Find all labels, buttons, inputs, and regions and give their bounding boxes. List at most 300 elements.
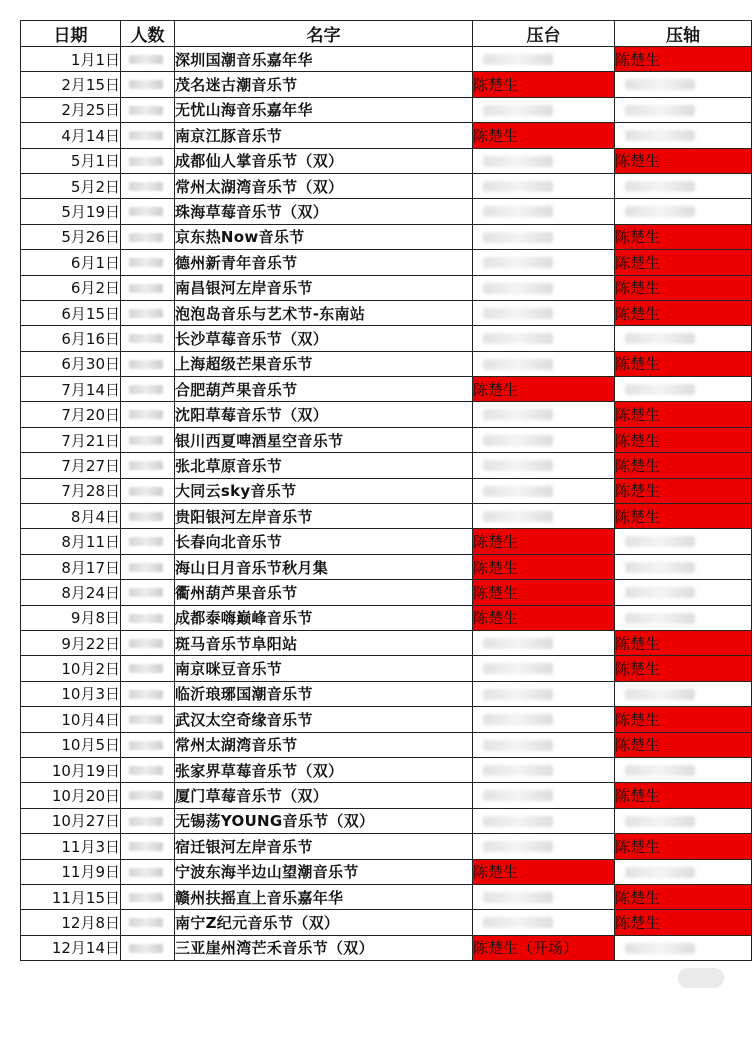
row-closing-slot xyxy=(615,402,752,427)
row-closing-slot xyxy=(615,377,752,402)
row-date: 1月1日 xyxy=(21,47,121,72)
row-festival-name: 常州太湖湾音乐节 xyxy=(175,732,473,757)
artist-label: 陈楚生（开场） xyxy=(473,939,579,958)
header-opening-slot: 压台 xyxy=(473,21,615,47)
redaction-blur xyxy=(129,512,163,521)
row-opening-slot xyxy=(473,656,615,681)
row-opening-slot xyxy=(473,529,615,554)
redaction-blur xyxy=(625,613,695,624)
redaction-blur xyxy=(129,385,163,394)
row-festival-name: 衢州葫芦果音乐节 xyxy=(175,580,473,605)
row-closing-slot xyxy=(615,732,752,757)
row-festival-name: 张北草原音乐节 xyxy=(175,453,473,478)
table-row xyxy=(21,326,752,351)
row-opening-slot xyxy=(473,453,615,478)
row-closing-slot xyxy=(615,910,752,935)
row-date: 10月2日 xyxy=(21,656,121,681)
artist-label: 陈楚生 xyxy=(615,660,661,679)
redaction-blur xyxy=(625,536,695,547)
redaction-blur xyxy=(129,868,163,877)
row-opening-slot xyxy=(473,808,615,833)
row-opening-slot xyxy=(473,630,615,655)
artist-label: 陈楚生 xyxy=(473,380,519,399)
redaction-blur xyxy=(129,80,163,89)
redaction-blur xyxy=(483,486,553,497)
redaction-blur xyxy=(483,333,553,344)
redaction-blur xyxy=(483,740,553,751)
row-count-redacted xyxy=(121,148,175,173)
table-row xyxy=(21,377,752,402)
table-body xyxy=(21,47,752,961)
row-opening-slot xyxy=(473,123,615,148)
row-date: 9月8日 xyxy=(21,605,121,630)
row-closing-slot xyxy=(615,72,752,97)
row-closing-slot xyxy=(615,300,752,325)
header-closing-slot: 压轴 xyxy=(615,21,752,47)
row-count-redacted xyxy=(121,123,175,148)
redaction-blur xyxy=(625,562,695,573)
table-row xyxy=(21,529,752,554)
row-closing-slot xyxy=(615,173,752,198)
redaction-blur xyxy=(129,588,163,597)
row-closing-slot xyxy=(615,97,752,122)
row-closing-slot xyxy=(615,834,752,859)
redaction-blur xyxy=(625,867,695,878)
redaction-blur xyxy=(625,130,695,141)
row-count-redacted xyxy=(121,732,175,757)
redaction-blur xyxy=(483,54,553,65)
row-closing-slot xyxy=(615,884,752,909)
artist-label: 陈楚生 xyxy=(615,913,661,932)
table-row xyxy=(21,250,752,275)
row-festival-name: 武汉太空奇缘音乐节 xyxy=(175,707,473,732)
row-closing-slot xyxy=(615,351,752,376)
redaction-blur xyxy=(129,410,163,419)
row-opening-slot xyxy=(473,580,615,605)
row-opening-slot xyxy=(473,377,615,402)
row-opening-slot xyxy=(473,478,615,503)
artist-label: 陈楚生 xyxy=(615,888,661,907)
row-opening-slot xyxy=(473,732,615,757)
row-count-redacted xyxy=(121,707,175,732)
row-opening-slot xyxy=(473,935,615,960)
row-festival-name: 厦门草莓音乐节（双） xyxy=(175,783,473,808)
artist-label: 陈楚生 xyxy=(473,126,519,145)
artist-label: 陈楚生 xyxy=(473,583,519,602)
row-date: 6月30日 xyxy=(21,351,121,376)
redaction-blur xyxy=(483,257,553,268)
redaction-blur xyxy=(129,766,163,775)
row-opening-slot xyxy=(473,605,615,630)
row-count-redacted xyxy=(121,757,175,782)
row-festival-name: 海山日月音乐节秋月集 xyxy=(175,554,473,579)
row-festival-name: 无锡荡YOUNG音乐节（双） xyxy=(175,808,473,833)
redaction-blur xyxy=(483,409,553,420)
row-closing-slot xyxy=(615,656,752,681)
row-date: 7月14日 xyxy=(21,377,121,402)
row-opening-slot xyxy=(473,47,615,72)
row-count-redacted xyxy=(121,224,175,249)
header-date: 日期 xyxy=(21,21,121,47)
table-row xyxy=(21,123,752,148)
row-count-redacted xyxy=(121,859,175,884)
row-opening-slot xyxy=(473,224,615,249)
row-festival-name: 茂名迷古潮音乐节 xyxy=(175,72,473,97)
row-festival-name: 宁波东海半边山望潮音乐节 xyxy=(175,859,473,884)
redaction-blur xyxy=(129,791,163,800)
redaction-blur xyxy=(129,55,163,64)
redaction-blur xyxy=(483,283,553,294)
header-count: 人数 xyxy=(121,21,175,47)
row-date: 6月15日 xyxy=(21,300,121,325)
row-date: 7月20日 xyxy=(21,402,121,427)
row-opening-slot xyxy=(473,351,615,376)
row-festival-name: 合肥葫芦果音乐节 xyxy=(175,377,473,402)
redaction-blur xyxy=(129,944,163,953)
row-date: 5月26日 xyxy=(21,224,121,249)
table-row xyxy=(21,478,752,503)
redaction-blur xyxy=(625,384,695,395)
row-festival-name: 德州新青年音乐节 xyxy=(175,250,473,275)
artist-label: 陈楚生 xyxy=(615,507,661,526)
row-closing-slot xyxy=(615,783,752,808)
redaction-blur xyxy=(625,333,695,344)
redaction-blur xyxy=(483,156,553,167)
row-count-redacted xyxy=(121,47,175,72)
row-count-redacted xyxy=(121,504,175,529)
table-row xyxy=(21,148,752,173)
row-closing-slot xyxy=(615,681,752,706)
row-count-redacted xyxy=(121,427,175,452)
redaction-blur xyxy=(483,511,553,522)
row-date: 7月21日 xyxy=(21,427,121,452)
redaction-blur xyxy=(129,842,163,851)
row-opening-slot xyxy=(473,148,615,173)
redaction-blur xyxy=(625,765,695,776)
redaction-blur xyxy=(129,182,163,191)
redaction-blur xyxy=(129,461,163,470)
row-opening-slot xyxy=(473,681,615,706)
row-date: 2月15日 xyxy=(21,72,121,97)
row-opening-slot xyxy=(473,173,615,198)
artist-label: 陈楚生 xyxy=(473,76,519,95)
redaction-blur xyxy=(483,714,553,725)
row-closing-slot xyxy=(615,504,752,529)
row-festival-name: 南京咪豆音乐节 xyxy=(175,656,473,681)
row-count-redacted xyxy=(121,478,175,503)
table-row xyxy=(21,681,752,706)
row-count-redacted xyxy=(121,580,175,605)
row-date: 12月14日 xyxy=(21,935,121,960)
redaction-blur xyxy=(129,207,163,216)
table-row xyxy=(21,834,752,859)
artist-label: 陈楚生 xyxy=(615,736,661,755)
redaction-blur xyxy=(625,79,695,90)
row-festival-name: 贵阳银河左岸音乐节 xyxy=(175,504,473,529)
artist-label: 陈楚生 xyxy=(615,355,661,374)
row-count-redacted xyxy=(121,808,175,833)
redaction-blur xyxy=(129,436,163,445)
row-date: 9月22日 xyxy=(21,630,121,655)
row-closing-slot xyxy=(615,630,752,655)
table-row xyxy=(21,199,752,224)
row-count-redacted xyxy=(121,529,175,554)
table-row xyxy=(21,97,752,122)
row-date: 11月3日 xyxy=(21,834,121,859)
row-date: 8月24日 xyxy=(21,580,121,605)
redaction-blur xyxy=(129,893,163,902)
table-row xyxy=(21,427,752,452)
redaction-blur xyxy=(483,663,553,674)
row-closing-slot xyxy=(615,123,752,148)
row-festival-name: 深圳国潮音乐嘉年华 xyxy=(175,47,473,72)
row-count-redacted xyxy=(121,300,175,325)
row-closing-slot xyxy=(615,453,752,478)
row-opening-slot xyxy=(473,554,615,579)
row-count-redacted xyxy=(121,630,175,655)
artist-label: 陈楚生 xyxy=(615,482,661,501)
row-date: 5月2日 xyxy=(21,173,121,198)
table-row xyxy=(21,757,752,782)
row-date: 6月2日 xyxy=(21,275,121,300)
row-festival-name: 南京江豚音乐节 xyxy=(175,123,473,148)
row-opening-slot xyxy=(473,72,615,97)
table-row xyxy=(21,504,752,529)
row-count-redacted xyxy=(121,275,175,300)
row-count-redacted xyxy=(121,783,175,808)
redaction-blur xyxy=(483,816,553,827)
row-count-redacted xyxy=(121,834,175,859)
row-date: 10月3日 xyxy=(21,681,121,706)
artist-label: 陈楚生 xyxy=(473,609,519,628)
redaction-blur xyxy=(129,284,163,293)
row-festival-name: 京东热Now音乐节 xyxy=(175,224,473,249)
redaction-blur xyxy=(483,232,553,243)
artist-label: 陈楚生 xyxy=(615,253,661,272)
row-closing-slot xyxy=(615,757,752,782)
row-opening-slot xyxy=(473,884,615,909)
row-closing-slot xyxy=(615,224,752,249)
row-date: 6月1日 xyxy=(21,250,121,275)
watermark-logo xyxy=(678,968,724,988)
table-row xyxy=(21,300,752,325)
redaction-blur xyxy=(483,308,553,319)
redaction-blur xyxy=(129,106,163,115)
row-closing-slot xyxy=(615,478,752,503)
artist-label: 陈楚生 xyxy=(615,152,661,171)
row-date: 7月27日 xyxy=(21,453,121,478)
row-festival-name: 泡泡岛音乐与艺术节-东南站 xyxy=(175,300,473,325)
table-row xyxy=(21,630,752,655)
row-date: 10月20日 xyxy=(21,783,121,808)
redaction-blur xyxy=(129,563,163,572)
redaction-blur xyxy=(483,359,553,370)
row-count-redacted xyxy=(121,554,175,579)
festival-schedule-table xyxy=(20,20,752,961)
redaction-blur xyxy=(129,817,163,826)
table-row xyxy=(21,656,752,681)
redaction-blur xyxy=(483,790,553,801)
table-row xyxy=(21,224,752,249)
row-date: 7月28日 xyxy=(21,478,121,503)
row-count-redacted xyxy=(121,250,175,275)
redaction-blur xyxy=(483,105,553,116)
row-festival-name: 斑马音乐节阜阳站 xyxy=(175,630,473,655)
redaction-blur xyxy=(129,614,163,623)
row-festival-name: 临沂琅琊国潮音乐节 xyxy=(175,681,473,706)
row-date: 11月15日 xyxy=(21,884,121,909)
table-row xyxy=(21,783,752,808)
redaction-blur xyxy=(483,892,553,903)
row-opening-slot xyxy=(473,834,615,859)
row-date: 6月16日 xyxy=(21,326,121,351)
redaction-blur xyxy=(483,206,553,217)
redaction-blur xyxy=(625,206,695,217)
row-opening-slot xyxy=(473,504,615,529)
redaction-blur xyxy=(625,943,695,954)
row-date: 4月14日 xyxy=(21,123,121,148)
row-date: 8月17日 xyxy=(21,554,121,579)
redaction-blur xyxy=(129,233,163,242)
row-count-redacted xyxy=(121,97,175,122)
row-closing-slot xyxy=(615,580,752,605)
artist-label: 陈楚生 xyxy=(615,50,661,69)
row-count-redacted xyxy=(121,884,175,909)
row-closing-slot xyxy=(615,148,752,173)
row-festival-name: 上海超级芒果音乐节 xyxy=(175,351,473,376)
row-count-redacted xyxy=(121,199,175,224)
table-row xyxy=(21,72,752,97)
redaction-blur xyxy=(483,460,553,471)
redaction-blur xyxy=(129,334,163,343)
redaction-blur xyxy=(483,689,553,700)
row-date: 10月4日 xyxy=(21,707,121,732)
row-festival-name: 长沙草莓音乐节（双） xyxy=(175,326,473,351)
row-opening-slot xyxy=(473,402,615,427)
row-festival-name: 珠海草莓音乐节（双） xyxy=(175,199,473,224)
row-closing-slot xyxy=(615,808,752,833)
row-opening-slot xyxy=(473,199,615,224)
redaction-blur xyxy=(129,309,163,318)
row-count-redacted xyxy=(121,377,175,402)
artist-label: 陈楚生 xyxy=(615,228,661,247)
redaction-blur xyxy=(129,360,163,369)
redaction-blur xyxy=(129,131,163,140)
row-festival-name: 银川西夏啤酒星空音乐节 xyxy=(175,427,473,452)
artist-label: 陈楚生 xyxy=(615,634,661,653)
artist-label: 陈楚生 xyxy=(473,863,519,882)
row-closing-slot xyxy=(615,707,752,732)
row-closing-slot xyxy=(615,605,752,630)
row-date: 2月25日 xyxy=(21,97,121,122)
row-count-redacted xyxy=(121,326,175,351)
row-closing-slot xyxy=(615,529,752,554)
row-festival-name: 赣州扶摇直上音乐嘉年华 xyxy=(175,884,473,909)
redaction-blur xyxy=(483,765,553,776)
redaction-blur xyxy=(625,816,695,827)
table-row xyxy=(21,732,752,757)
row-date: 8月11日 xyxy=(21,529,121,554)
row-count-redacted xyxy=(121,453,175,478)
row-closing-slot xyxy=(615,935,752,960)
artist-label: 陈楚生 xyxy=(615,431,661,450)
table-row xyxy=(21,580,752,605)
table-row xyxy=(21,935,752,960)
row-festival-name: 三亚崖州湾芒禾音乐节（双） xyxy=(175,935,473,960)
table-row xyxy=(21,884,752,909)
row-count-redacted xyxy=(121,656,175,681)
redaction-blur xyxy=(625,105,695,116)
row-festival-name: 南昌银河左岸音乐节 xyxy=(175,275,473,300)
row-opening-slot xyxy=(473,707,615,732)
redaction-blur xyxy=(129,715,163,724)
artist-label: 陈楚生 xyxy=(615,710,661,729)
redaction-blur xyxy=(483,181,553,192)
row-date: 8月4日 xyxy=(21,504,121,529)
redaction-blur xyxy=(625,689,695,700)
redaction-blur xyxy=(625,587,695,598)
header-name: 名字 xyxy=(175,21,473,47)
redaction-blur xyxy=(129,487,163,496)
table-row xyxy=(21,453,752,478)
row-opening-slot xyxy=(473,250,615,275)
table-row xyxy=(21,351,752,376)
row-count-redacted xyxy=(121,935,175,960)
redaction-blur xyxy=(129,741,163,750)
table-row xyxy=(21,173,752,198)
table-row xyxy=(21,605,752,630)
row-date: 5月19日 xyxy=(21,199,121,224)
row-closing-slot xyxy=(615,47,752,72)
artist-label: 陈楚生 xyxy=(615,279,661,298)
redaction-blur xyxy=(483,638,553,649)
artist-label: 陈楚生 xyxy=(615,787,661,806)
row-festival-name: 宿迁银河左岸音乐节 xyxy=(175,834,473,859)
row-opening-slot xyxy=(473,275,615,300)
redaction-blur xyxy=(483,917,553,928)
row-closing-slot xyxy=(615,859,752,884)
redaction-blur xyxy=(129,690,163,699)
row-festival-name: 成都泰嗨巅峰音乐节 xyxy=(175,605,473,630)
table-row xyxy=(21,402,752,427)
row-date: 5月1日 xyxy=(21,148,121,173)
row-date: 10月19日 xyxy=(21,757,121,782)
row-opening-slot xyxy=(473,783,615,808)
row-opening-slot xyxy=(473,300,615,325)
artist-label: 陈楚生 xyxy=(615,304,661,323)
table-row xyxy=(21,808,752,833)
row-opening-slot xyxy=(473,910,615,935)
row-count-redacted xyxy=(121,173,175,198)
table-row xyxy=(21,910,752,935)
redaction-blur xyxy=(129,258,163,267)
redaction-blur xyxy=(129,664,163,673)
row-count-redacted xyxy=(121,681,175,706)
artist-label: 陈楚生 xyxy=(615,837,661,856)
row-festival-name: 大同云sky音乐节 xyxy=(175,478,473,503)
row-opening-slot xyxy=(473,427,615,452)
header-row xyxy=(21,21,752,47)
artist-label: 陈楚生 xyxy=(473,558,519,577)
table-row xyxy=(21,707,752,732)
row-closing-slot xyxy=(615,199,752,224)
row-opening-slot xyxy=(473,757,615,782)
artist-label: 陈楚生 xyxy=(615,406,661,425)
row-date: 10月27日 xyxy=(21,808,121,833)
redaction-blur xyxy=(129,639,163,648)
row-closing-slot xyxy=(615,275,752,300)
table-row xyxy=(21,859,752,884)
